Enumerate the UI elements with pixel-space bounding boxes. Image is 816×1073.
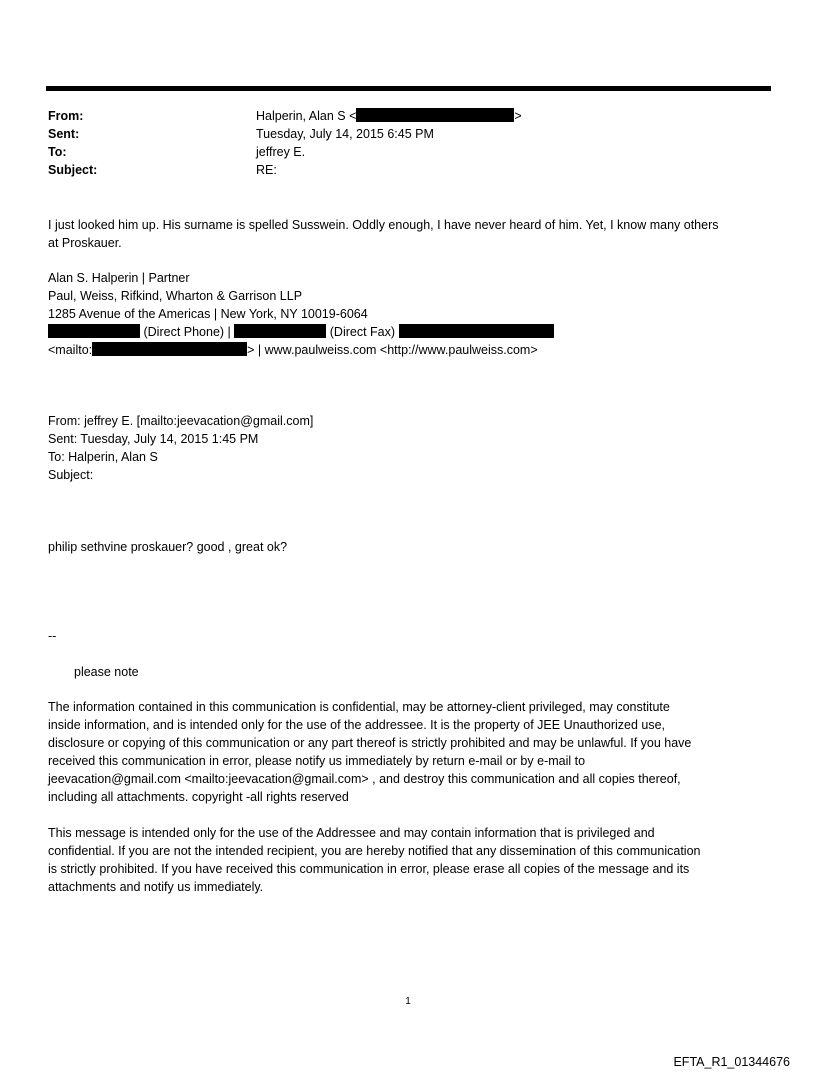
header-rule <box>46 86 771 91</box>
from-label: From: <box>48 109 84 123</box>
to-label: To: <box>48 145 67 159</box>
from-name: Halperin, Alan S < <box>256 109 357 123</box>
from-value <box>256 107 522 125</box>
confidentiality-notice-2 <box>48 824 772 896</box>
direct-phone-label: (Direct Phone) | <box>143 325 231 339</box>
redaction-box <box>399 324 554 338</box>
mailto-suffix: > | www.paulweiss.com <http://www.paulweiss.com> <box>247 343 538 357</box>
notice-line: including all attachments. copyright -all rights reserved <box>48 790 349 804</box>
notice-line: is strictly prohibited. If you have received this communication in error, please erase all copies of the message and its <box>48 862 690 876</box>
subject-row <box>48 161 768 179</box>
from-tail: > <box>514 109 522 123</box>
signature-line-4 <box>48 323 554 341</box>
notice-line: confidential. If you are not the intended recipient, you are hereby notified that any dissemination of this communication <box>48 844 701 858</box>
notice-line: jeevacation@gmail.com <mailto:jeevacation@gmail.com> , and destroy this communication and all copies thereof, <box>48 772 681 786</box>
bates-number: EFTA_R1_01344676 <box>673 1055 790 1069</box>
notice-line: The information contained in this communication is confidential, may be attorney-client privileged, may constitute <box>48 700 670 714</box>
signature-line-3: 1285 Avenue of the Americas | New York, NY 10019-6064 <box>48 307 368 321</box>
notice-line: This message is intended only for the use of the Addressee and may contain information that is privileged and <box>48 826 655 840</box>
original-to: To: Halperin, Alan S <box>48 450 158 464</box>
original-from: From: jeffrey E. [mailto:jeevacation@gmail.com] <box>48 414 314 428</box>
please-note: please note <box>74 665 139 679</box>
redaction-box <box>48 324 140 338</box>
signature-line-5 <box>48 341 538 359</box>
subject-value: RE: <box>256 163 277 177</box>
original-body: philip sethvine proskauer? good , great ok? <box>48 540 288 554</box>
notice-line: received this communication in error, please notify us immediately by return e-mail or by e-mail to <box>48 754 586 768</box>
reply-body-line-2: at Proskauer. <box>48 236 122 250</box>
page-number: 1 <box>405 996 411 1007</box>
reply-body-line-1: I just looked him up. His surname is spelled Susswein. Oddly enough, I have never heard of him. Yet, I know many others <box>48 218 719 232</box>
notice-line: inside information, and is intended only for the use of the addressee. It is the property of JEE Unauthorized use, <box>48 718 666 732</box>
redaction-box <box>356 108 514 122</box>
redaction-box <box>234 324 326 338</box>
redaction-box <box>92 342 247 356</box>
original-subject: Subject: <box>48 468 94 482</box>
sent-row <box>48 125 768 143</box>
to-row <box>48 143 768 161</box>
notice-line: disclosure or copying of this communication or any part thereof is strictly prohibited and may be unlawful. If you have <box>48 736 692 750</box>
mailto-prefix: <mailto: <box>48 343 93 357</box>
signature-separator: -- <box>48 629 57 643</box>
original-sent: Sent: Tuesday, July 14, 2015 1:45 PM <box>48 432 259 446</box>
signature-line-1: Alan S. Halperin | Partner <box>48 271 190 285</box>
to-value: jeffrey E. <box>256 145 306 159</box>
subject-label: Subject: <box>48 163 98 177</box>
signature-line-2: Paul, Weiss, Rifkind, Wharton & Garrison LLP <box>48 289 303 303</box>
sent-label: Sent: <box>48 127 80 141</box>
notice-line: attachments and notify us immediately. <box>48 880 264 894</box>
sent-value: Tuesday, July 14, 2015 6:45 PM <box>256 127 434 141</box>
confidentiality-notice-1 <box>48 698 772 806</box>
direct-fax-label: (Direct Fax) <box>329 325 396 339</box>
from-row <box>48 107 768 125</box>
